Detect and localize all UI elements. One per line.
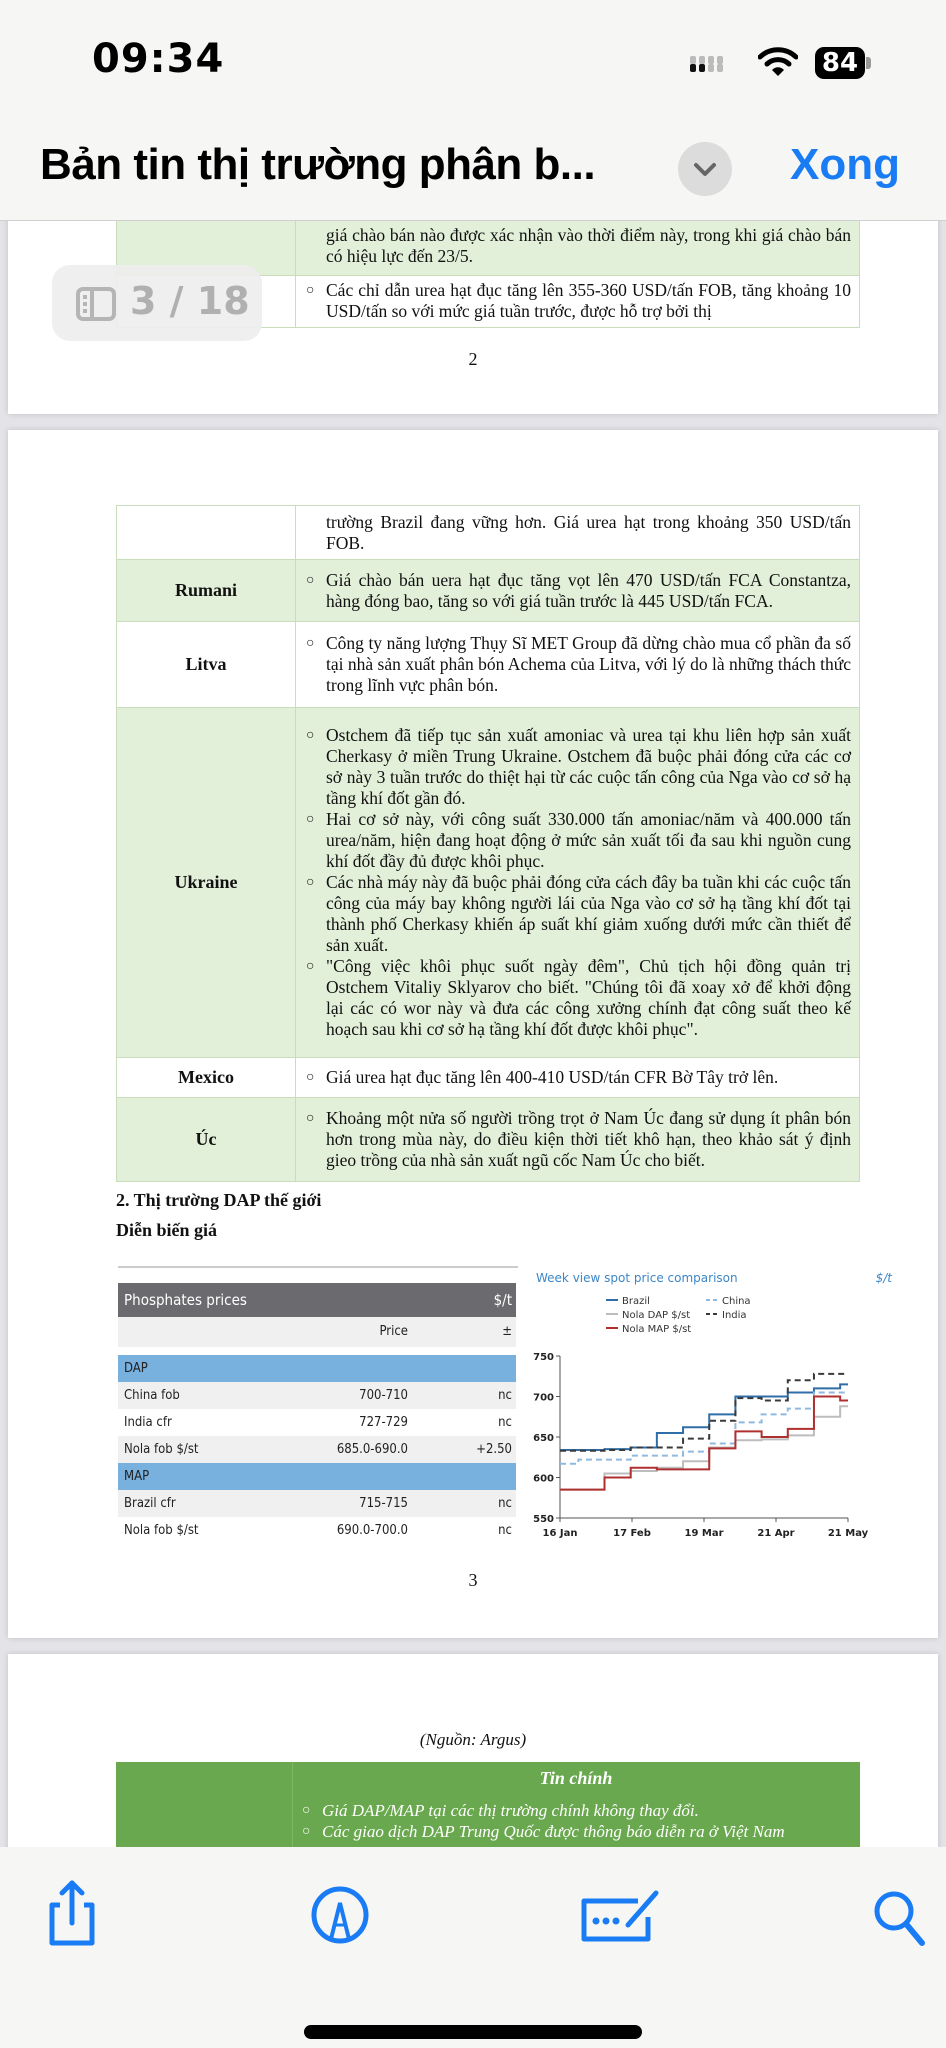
x-tick-label: 19 Mar xyxy=(684,1528,724,1539)
spot-price-chart xyxy=(530,1268,900,1548)
market-table xyxy=(116,505,860,1182)
bullet-icon: ○ xyxy=(306,875,315,890)
legend-label: Brazil xyxy=(622,1296,650,1307)
table-row xyxy=(117,708,860,1058)
bullet-icon: ○ xyxy=(306,283,315,298)
table-title: Phosphates prices xyxy=(124,1291,247,1309)
bullet-icon: ○ xyxy=(306,812,315,827)
bullet-text: giá chào bán nào được xác nhận vào thời điểm này, trong khi giá chào bán có hiệu lực đến 23/5. xyxy=(326,225,851,266)
page-indicator[interactable] xyxy=(52,265,262,341)
price-row: Nola fob $/st 685.0-690.0 +2.50 xyxy=(118,1436,516,1463)
home-indicator xyxy=(304,2025,642,2039)
table-unit: $/t xyxy=(493,1291,512,1309)
battery-tip xyxy=(866,57,871,69)
bullet-icon: ○ xyxy=(302,1803,311,1818)
chart-title: Week view spot price comparison xyxy=(536,1271,738,1285)
status-bar xyxy=(0,0,946,110)
phosphates-price-table xyxy=(118,1283,516,1544)
subheading: Diễn biến giá xyxy=(116,1220,218,1240)
series-line-brazil xyxy=(560,1384,848,1450)
x-tick-label: 21 Apr xyxy=(757,1528,795,1539)
bullet-text: trường Brazil đang vững hơn. Giá urea hạt trong khoảng 350 USD/tấn FOB. xyxy=(326,511,851,553)
country-cell xyxy=(117,506,296,560)
chevron-down-icon xyxy=(678,142,732,196)
x-tick-label: 17 Feb xyxy=(613,1528,651,1539)
change-column-header: ± xyxy=(502,1324,512,1339)
country-cell: Rumani xyxy=(117,560,296,622)
pdf-viewer[interactable] xyxy=(0,221,946,1847)
markup-icon[interactable] xyxy=(310,1885,370,1945)
page-counter: 3 / 18 xyxy=(130,279,250,323)
country-cell: Úc xyxy=(117,1098,296,1182)
bullet-icon: ○ xyxy=(302,1824,311,1839)
bullet-text: Khoảng một nửa số người trồng trọt ở Nam Úc đang sử dụng ít phân bón hơn trong mùa này, do điều kiện thời tiết khô hạn, theo khảo sát ý định gieo trồng của nhà sản xuất ngũ cốc Nam Úc cho biết. xyxy=(326,1108,851,1170)
share-icon[interactable] xyxy=(44,1877,100,1949)
chart-unit: $/t xyxy=(875,1271,892,1285)
price-row: China fob 700-710 nc xyxy=(118,1382,516,1409)
bullet-text: Ostchem đã tiếp tục sản xuất amoniac và urea tại khu liên hợp sản xuất Cherkasy ở miền Trung Ukraine. Ostchem đã buộc phải đóng cửa các cơ sở này 3 tuần trước do thiệt hại từ các cuộc tấn công của Nga vào cơ sở hạ tầng khí đốt gần đó. xyxy=(326,725,851,808)
page-number: 2 xyxy=(468,349,478,369)
table-row xyxy=(117,1098,860,1182)
wifi-icon xyxy=(758,46,798,78)
sidebar-icon xyxy=(76,287,116,321)
clock: 09:34 xyxy=(92,36,225,82)
y-tick-label: 700 xyxy=(533,1392,554,1404)
bullet-icon: ○ xyxy=(306,1111,315,1126)
table-row xyxy=(117,560,860,622)
country-cell: Mexico xyxy=(117,1058,296,1098)
group-header-dap: DAP xyxy=(118,1355,516,1382)
bullet-text: Các nhà máy này đã buộc phải đóng cửa cách đây ba tuần khi các cuộc tấn công của máy bay không người lái của Nga vào cơ sở hạ tầng khí đốt tại thành phố Cherkasy khiến áp suất khí giảm xuống dưới mức cần thiết để sản xuất. xyxy=(326,872,851,955)
bullet-icon: ○ xyxy=(306,1070,315,1085)
signature-icon[interactable] xyxy=(578,1889,662,1945)
legend-label: India xyxy=(722,1310,747,1321)
bullet-text: Các chỉ dẫn urea hạt đục tăng lên 355-360 USD/tấn FOB, tăng khoảng 10 USD/tấn so với mức giá tuần trước, được hỗ trợ bởi thị xyxy=(326,280,851,321)
price-row: India cfr 727-729 nc xyxy=(124,1415,512,1430)
key-news-title: Tin chính xyxy=(539,1768,613,1788)
bullet-icon: ○ xyxy=(306,636,315,651)
bullet-icon: ○ xyxy=(306,572,315,588)
table-row xyxy=(117,622,860,708)
table-row xyxy=(117,1058,860,1098)
page-number: 3 xyxy=(468,1570,478,1590)
bullet-icon: ○ xyxy=(306,959,315,974)
series-line-nola-dap-st xyxy=(560,1406,848,1489)
x-tick-label: 21 May xyxy=(827,1528,869,1539)
bullet-icon: ○ xyxy=(306,728,315,743)
legend-label: Nola MAP $/st xyxy=(622,1324,692,1335)
battery-indicator: 84 xyxy=(815,47,865,79)
divider xyxy=(118,1266,518,1268)
series-line-nola-map-st xyxy=(560,1397,848,1490)
key-news-box xyxy=(116,1762,860,1847)
country-cell: Litva xyxy=(117,622,296,708)
y-tick-label: 550 xyxy=(533,1514,554,1525)
price-row: Brazil cfr 715-715 nc xyxy=(118,1490,516,1517)
source-caption: (Nguồn: Argus) xyxy=(419,1730,527,1749)
bullet-text: Công ty năng lượng Thụy Sĩ MET Group đã dừng chào mua cổ phần đa số tại nhà sản xuất phân bón Achema của Litva, với lý do là những thách thức trong lĩnh vực phân bón. xyxy=(326,633,851,695)
y-tick-label: 750 xyxy=(533,1352,554,1363)
signal-icon xyxy=(690,56,730,78)
bottom-toolbar xyxy=(0,1847,946,2048)
legend-label: Nola DAP $/st xyxy=(622,1310,691,1321)
table-row xyxy=(117,506,860,560)
price-column-header: Price xyxy=(379,1324,408,1339)
search-icon[interactable] xyxy=(872,1889,928,1949)
pdf-page-4 xyxy=(8,1654,938,1847)
pdf-page-3 xyxy=(8,430,938,1638)
country-cell: Ukraine xyxy=(117,708,296,1058)
y-tick-label: 600 xyxy=(533,1473,554,1485)
y-tick-label: 650 xyxy=(533,1433,554,1444)
title-menu-button[interactable] xyxy=(678,142,732,196)
legend-label: China xyxy=(722,1296,751,1307)
bullet-text: "Công việc khôi phục suốt ngày đêm", Chủ tịch hội đồng quản trị Ostchem Vitaliy Sklyarov cho biết. "Chúng tôi đã xoay xở để khởi động lại các có wor này và đưa các công xưởng chính đạt công suất theo kế hoạch sau khi cơ sở hạ tầng khí đốt được khôi phục". xyxy=(326,956,851,1039)
x-tick-label: 16 Jan xyxy=(542,1528,578,1539)
price-row: Nola fob $/st 690.0-700.0 nc xyxy=(124,1523,512,1538)
bullet-text: Giá urea hạt đục tăng lên 400-410 USD/tán CFR Bờ Tây trở lên. xyxy=(326,1067,779,1087)
series-line-india xyxy=(560,1374,848,1451)
group-header-map: MAP xyxy=(118,1463,516,1490)
section-heading: 2. Thị trường DAP thế giới xyxy=(116,1190,322,1210)
done-button[interactable]: Xong xyxy=(790,140,900,189)
bullet-text: Giá DAP/MAP tại các thị trường chính không thay đổi. xyxy=(322,1801,699,1820)
bullet-text: Hai cơ sở này, với công suất 330.000 tấn amoniac/năm và 400.000 tấn urea/năm, hiện đang hoạt động ở mức sản xuất tối đa sau khi nguồn cung khí đốt đầy đủ được khôi phục. xyxy=(326,809,851,871)
document-title[interactable]: Bản tin thị trường phân b... xyxy=(40,140,596,189)
bullet-text: Giá chào bán uera hạt đục tăng vọt lên 470 USD/tấn FCA Constantza, hàng đóng bao, tăng so với giá tuần trước là 445 USD/tấn FCA. xyxy=(326,569,851,611)
nav-bar xyxy=(0,110,946,221)
bullet-text: Các giao dịch DAP Trung Quốc được thông báo diễn ra ở Việt Nam xyxy=(322,1822,785,1841)
